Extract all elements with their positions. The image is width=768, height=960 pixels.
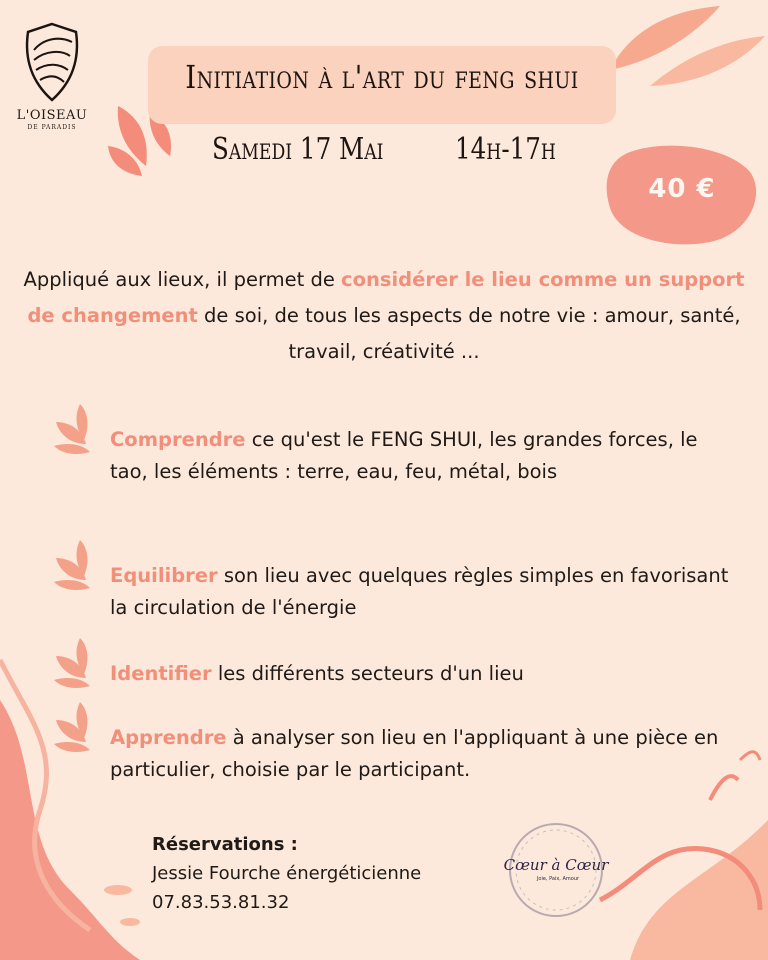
item-keyword: Comprendre xyxy=(110,428,246,451)
intro-text-2: de soi, de tous les aspects de notre vie : amour, santé, travail, créativité ... xyxy=(197,304,741,363)
item-keyword: Identifier xyxy=(110,662,212,685)
coeur-a-coeur-stamp xyxy=(498,818,614,922)
item-text: à analyser son lieu en l'appliquant à une pièce en particulier, choisie par le participant. xyxy=(110,726,719,781)
item-keyword: Equilibrer xyxy=(110,564,218,587)
leaf-bullet-icon xyxy=(50,402,110,458)
logo xyxy=(14,20,90,131)
logo-subtitle: DE PARADIS xyxy=(27,124,77,131)
intro-text-1: Appliqué aux lieux, il permet de xyxy=(23,268,342,291)
logo-name: L'OISEAU xyxy=(16,108,88,123)
stamp-title: Cœur à Cœur xyxy=(503,856,609,874)
item-text: ce qu'est le FENG SHUI, les grandes forces, le tao, les éléments : terre, eau, feu, métal, bois xyxy=(110,428,698,483)
reservations-heading: Réservations : xyxy=(152,834,298,855)
price-label: 40 € xyxy=(648,174,716,204)
intro-highlight: considérer le lieu comme un support de changement xyxy=(27,268,745,327)
event-date: Samedi 17 Mai xyxy=(212,132,384,167)
bird-logo-icon xyxy=(20,20,84,104)
item-text: les différents secteurs d'un lieu xyxy=(211,662,524,685)
intro-paragraph xyxy=(20,262,748,370)
leaf-bullet-icon xyxy=(50,636,110,692)
event-time: 14h-17h xyxy=(455,132,556,167)
reservations-block xyxy=(152,830,421,917)
reservations-contact-name: Jessie Fourche énergéticienne xyxy=(152,863,422,884)
leaf-bullet-icon xyxy=(50,700,110,756)
page-title: Initiation à l'art du feng shui xyxy=(185,58,579,96)
top-right-leaf-decoration xyxy=(590,0,768,90)
stamp-subtitle: Joie, Paix, Amour xyxy=(536,876,580,882)
reservations-phone[interactable]: 07.83.53.81.32 xyxy=(152,892,290,913)
item-text: son lieu avec quelques règles simples en favorisant la circulation de l'énergie xyxy=(110,564,729,619)
leaf-bullet-icon xyxy=(50,538,110,594)
item-keyword: Apprendre xyxy=(110,726,227,749)
